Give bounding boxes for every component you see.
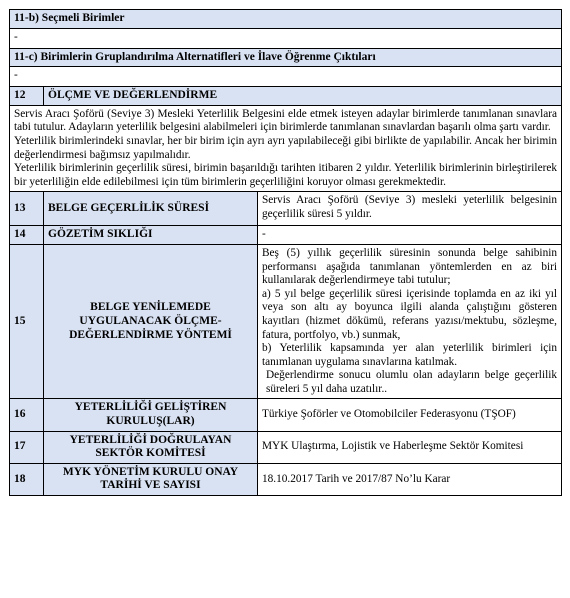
row-13-value: Servis Aracı Şoförü (Seviye 3) mesleki yeterlilik belgesinin geçerlilik süresi 5 yıldır. — [258, 192, 562, 226]
row-15-number: 15 — [10, 244, 44, 399]
row-18 — [10, 463, 562, 495]
section-11c-content: - — [10, 67, 562, 87]
row-17-value: MYK Ulaştırma, Lojistik ve Haberleşme Sektör Komitesi — [258, 431, 562, 463]
row-18-label: MYK YÖNETİM KURULU ONAY TARİHİ VE SAYISI — [44, 463, 258, 495]
section-12-number: 12 — [10, 87, 44, 106]
renewal-line: Değerlendirme sonucu olumlu olan adayların belge geçerlilik süreleri 5 yıl daha uzatılır.. — [266, 369, 558, 395]
row-16-value: Türkiye Şoförler ve Otomobilciler Federasyonu (TŞOF) — [258, 399, 562, 431]
section-12-title: ÖLÇME VE DEĞERLENDİRME — [44, 87, 562, 106]
section-11c-header-row — [10, 48, 562, 67]
section-11b-content: - — [10, 28, 562, 48]
section-11b-header-row — [10, 10, 562, 29]
row-18-number: 18 — [10, 463, 44, 495]
row-17-label: YETERLİLİĞİ DOĞRULAYAN SEKTÖR KOMİTESİ — [44, 431, 258, 463]
qualification-document — [9, 9, 561, 496]
renewal-line: a) 5 yıl belge geçerlilik süresi içerisinde toplamda en az iki yıl veya son altı ay boyunca ilgili alanda çalıştığını gösteren kayıtları (hizmet dökümü, referans yazısı/mektubu, sözleşme, fatura, portfolyo, vb.) sunmak, — [262, 287, 558, 341]
section-11b-title: 11-b) Seçmeli Birimler — [10, 10, 562, 29]
row-13-label: BELGE GEÇERLİLİK SÜRESİ — [44, 192, 258, 226]
section-11c-content-row — [10, 67, 562, 87]
row-18-value: 18.10.2017 Tarih ve 2017/87 No’lu Karar — [258, 463, 562, 495]
assessment-paragraph: Servis Aracı Şoförü (Seviye 3) Mesleki Yeterlilik Belgesini elde etmek isteyen adaylar birimlerde tanımlanan sınavlara tabi tutulur. Adayların yeterlilik belgesini alabilmeleri için birimlerde tanımlanan sınavlardan başarılı olma şartı vardır. — [14, 107, 558, 134]
row-15-value — [258, 244, 562, 399]
row-16 — [10, 399, 562, 431]
row-15 — [10, 244, 562, 399]
row-15-label: BELGE YENİLEMEDE UYGULANACAK ÖLÇME-DEĞERLENDİRME YÖNTEMİ — [44, 244, 258, 399]
renewal-line: Beş (5) yıllık geçerlilik süresinin sonunda belge sahibinin performansı aşağıda tanımlanan yöntemlerden en az biri kullanılarak değerlendirmeye tabi tutulur; — [262, 246, 558, 287]
qualification-table — [9, 9, 562, 496]
renewal-line: b) Yeterlilik kapsamında yer alan yeterlilik birimleri için tanımlanan uygulama sınavlarına katılmak. — [262, 342, 558, 368]
row-14 — [10, 226, 562, 245]
row-13 — [10, 192, 562, 226]
row-14-label: GÖZETİM SIKLIĞI — [44, 226, 258, 245]
row-17-number: 17 — [10, 431, 44, 463]
row-14-value: - — [258, 226, 562, 245]
section-11b-content-row — [10, 28, 562, 48]
section-12-content — [10, 105, 562, 192]
assessment-paragraph: Yeterlilik birimlerinin geçerlilik süresi, birimin başarıldığı tarihten itibaren 2 yıldır. Yeterlilik birimlerinin birleştirilerek bir yeterliliğin elde edilebilmesi için tüm birimlerin geçerliliğini koruyor olması gerekmektedir. — [14, 162, 558, 188]
row-17 — [10, 431, 562, 463]
section-12-header-row — [10, 87, 562, 106]
row-13-number: 13 — [10, 192, 44, 226]
row-16-number: 16 — [10, 399, 44, 431]
section-12-content-row — [10, 105, 562, 192]
row-14-number: 14 — [10, 226, 44, 245]
assessment-paragraph: Yeterlilik birimlerindeki sınavlar, her bir birim için ayrı ayrı yapılabileceği gibi birlikte de yapılabilir. Ancak her birimin değerlendirmesi bağımsız yapılmalıdır. — [14, 134, 558, 161]
row-16-label: YETERLİLİĞİ GELİŞTİREN KURULUŞ(LAR) — [44, 399, 258, 431]
section-11c-title: 11-c) Birimlerin Gruplandırılma Alternatifleri ve İlave Öğrenme Çıktıları — [10, 48, 562, 67]
